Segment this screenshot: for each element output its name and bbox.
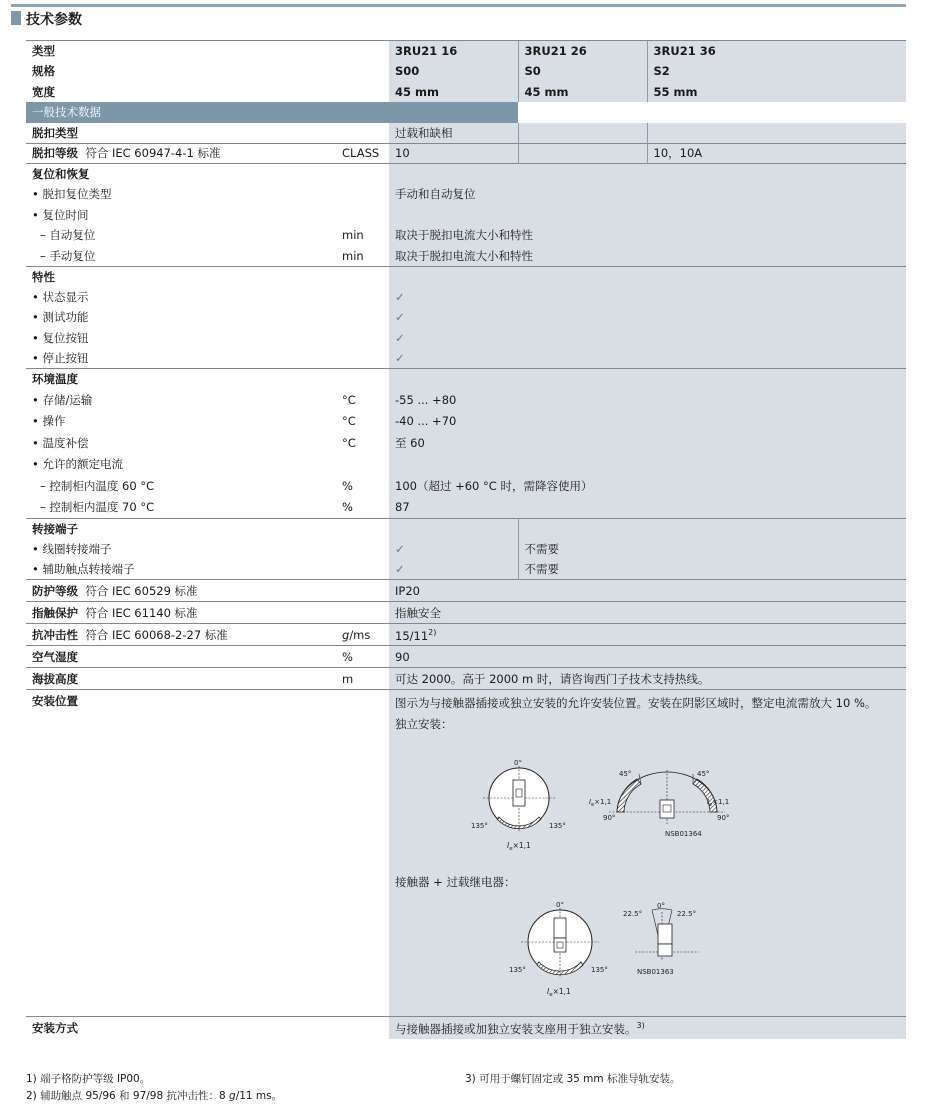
row-reset-title bbox=[26, 164, 906, 185]
adapter-title: 转接端子 bbox=[26, 518, 389, 539]
install-label: 安装方式 bbox=[26, 1017, 389, 1039]
row-adapter-coil bbox=[26, 539, 906, 560]
features-title: 特性 bbox=[26, 266, 389, 287]
mounting-label: 安装位置 bbox=[26, 690, 389, 1017]
trip-class-label: 脱扣等级 符合 IEC 60947-4-1 标准 bbox=[26, 143, 336, 164]
row-env-operation bbox=[26, 411, 906, 433]
reset-time-label: • 复位时间 bbox=[32, 207, 89, 222]
standalone-circle-diagram bbox=[459, 760, 579, 860]
mounting-cell bbox=[389, 690, 906, 1017]
row-feature-status bbox=[26, 287, 906, 308]
contactor-circle-diagram bbox=[505, 902, 625, 1002]
mounting-standalone-label: 独立安装： bbox=[395, 717, 453, 731]
manual-reset-value: 取决于脱扣电流大小和特性 bbox=[389, 246, 906, 267]
env-storage-unit: °C bbox=[342, 392, 356, 407]
row-env-c60 bbox=[26, 475, 906, 497]
adapter-aux-label: • 辅助触点转接端子 bbox=[32, 562, 135, 576]
env-c60-unit: % bbox=[342, 478, 353, 493]
trip-type-label: 脱扣类型 bbox=[32, 125, 78, 140]
row-env-comp bbox=[26, 432, 906, 454]
page-title: 技术参数 bbox=[26, 12, 82, 28]
humidity-value: 90 bbox=[389, 646, 906, 668]
row-env-storage bbox=[26, 389, 906, 411]
touch-label: 指触保护 符合 IEC 61140 标准 bbox=[26, 602, 389, 624]
feature-reset-label: • 复位按钮 bbox=[32, 330, 89, 345]
row-type bbox=[26, 41, 906, 62]
env-operation-unit: °C bbox=[342, 414, 356, 429]
angle-label: 135° bbox=[549, 822, 566, 830]
humidity-unit: % bbox=[336, 646, 389, 668]
angle-label: 90° bbox=[717, 814, 730, 822]
check-icon: ✓ bbox=[389, 328, 906, 349]
env-storage-label: • 存储/运输 bbox=[32, 392, 93, 407]
altitude-value: 可达 2000。高于 2000 m 时，请咨询西门子技术支持热线。 bbox=[389, 668, 906, 690]
row-adapter-aux bbox=[26, 559, 906, 580]
spec-table bbox=[26, 40, 906, 1039]
size-label: 规格 bbox=[26, 61, 389, 82]
row-manual-reset bbox=[26, 246, 906, 267]
reset-type-value: 手动和自动复位 bbox=[389, 184, 906, 205]
adapter-aux-value: 不需要 bbox=[518, 559, 906, 580]
check-icon: ✓ bbox=[389, 539, 518, 560]
env-c70-label: – 控制柜内温度 70 °C bbox=[40, 500, 155, 514]
mounting-contactor-label: 接触器 + 过载继电器： bbox=[395, 875, 516, 889]
altitude-label: 海拔高度 bbox=[26, 668, 336, 690]
auto-reset-label: – 自动复位 bbox=[40, 228, 96, 243]
manual-reset-label: – 手动复位 bbox=[40, 248, 96, 263]
angle-label: 0° bbox=[657, 902, 665, 910]
size-value-2: S0 bbox=[518, 61, 647, 82]
angle-label: 0° bbox=[514, 760, 522, 767]
row-auto-reset bbox=[26, 225, 906, 246]
width-value-1: 45 mm bbox=[389, 82, 518, 103]
row-install bbox=[26, 1017, 906, 1039]
touch-value: 指触安全 bbox=[389, 602, 906, 624]
diagram-code: NSB01363 bbox=[637, 968, 674, 976]
type-value-1: 3RU21 16 bbox=[389, 41, 518, 62]
shock-label: 抗冲击性 符合 IEC 60068-2-27 标准 bbox=[26, 624, 336, 646]
protection-value: IP20 bbox=[389, 580, 906, 602]
type-value-2: 3RU21 26 bbox=[518, 41, 647, 62]
row-size bbox=[26, 61, 906, 82]
row-altitude bbox=[26, 668, 906, 690]
size-value-1: S00 bbox=[389, 61, 518, 82]
type-label: 类型 bbox=[26, 41, 389, 62]
trip-type-value: 过载和缺相 bbox=[389, 123, 518, 144]
angle-label: 135° bbox=[509, 966, 526, 974]
env-storage-value: -55 ... +80 bbox=[389, 389, 906, 411]
angle-label: 45° bbox=[697, 770, 710, 778]
general-header: 一般技术数据 bbox=[26, 102, 518, 123]
angle-label: 135° bbox=[471, 822, 488, 830]
feature-test-label: • 测试功能 bbox=[32, 310, 89, 325]
current-label: $I_e\times 1,1$ bbox=[707, 798, 730, 808]
header-marker bbox=[11, 11, 21, 25]
diagram-code: NSB01364 bbox=[665, 830, 702, 838]
type-value-3: 3RU21 36 bbox=[647, 41, 906, 62]
width-label: 宽度 bbox=[26, 82, 389, 103]
footnote-1: 1) 端子格防护等级 IP00。 bbox=[26, 1073, 151, 1085]
env-c60-value: 100（超过 +60 °C 时，需降容使用） bbox=[389, 475, 906, 497]
row-general-header bbox=[26, 102, 906, 123]
row-env-c70 bbox=[26, 497, 906, 519]
shock-value: 15/11$^{2)}$ bbox=[389, 624, 906, 646]
env-c70-unit: % bbox=[342, 500, 353, 514]
current-label: $I_e\times 1,1$ bbox=[507, 841, 531, 852]
shock-unit: g/ms bbox=[336, 624, 389, 646]
row-mounting bbox=[26, 690, 906, 1017]
angle-label: 22.5° bbox=[623, 910, 643, 918]
trip-class-value-3: 10，10A bbox=[647, 143, 906, 164]
env-operation-label: • 操作 bbox=[32, 414, 66, 429]
size-value-3: S2 bbox=[647, 61, 906, 82]
env-c60-label: – 控制柜内温度 60 °C bbox=[40, 478, 155, 493]
row-touch bbox=[26, 602, 906, 624]
reset-title: 复位和恢复 bbox=[26, 164, 389, 185]
env-title: 环境温度 bbox=[26, 369, 389, 390]
humidity-label: 空气湿度 bbox=[26, 646, 336, 668]
install-value: 与接触器插接或加独立安装支座用于独立安装。$^{3)}$ bbox=[389, 1017, 906, 1039]
row-protection bbox=[26, 580, 906, 602]
check-icon: ✓ bbox=[389, 307, 906, 328]
env-c70-value: 87 bbox=[389, 497, 906, 519]
header-rule bbox=[11, 4, 906, 7]
current-label: $I_e\times 1,1$ bbox=[547, 987, 571, 998]
row-width bbox=[26, 82, 906, 103]
width-value-3: 55 mm bbox=[647, 82, 906, 103]
row-shock bbox=[26, 624, 906, 646]
env-rated-label: • 允许的额定电流 bbox=[32, 457, 123, 472]
feature-status-label: • 状态显示 bbox=[32, 289, 89, 304]
current-label: $I_e\times 1,1$ bbox=[589, 798, 612, 808]
row-adapter-title bbox=[26, 518, 906, 539]
trip-class-unit: CLASS bbox=[336, 143, 389, 164]
row-env-title bbox=[26, 369, 906, 390]
angle-label: 45° bbox=[619, 770, 632, 778]
env-comp-label: • 温度补偿 bbox=[32, 435, 89, 450]
angle-label: 0° bbox=[556, 902, 564, 909]
row-trip-class bbox=[26, 143, 906, 164]
adapter-coil-label: • 线圈转接端子 bbox=[32, 541, 112, 556]
row-feature-test bbox=[26, 307, 906, 328]
env-comp-unit: °C bbox=[342, 435, 356, 450]
angle-label: 22.5° bbox=[677, 910, 697, 918]
auto-reset-value: 取决于脱扣电流大小和特性 bbox=[389, 225, 906, 246]
trip-class-value-1: 10 bbox=[389, 143, 518, 164]
row-reset-time bbox=[26, 205, 906, 226]
adapter-coil-value: 不需要 bbox=[518, 539, 906, 560]
env-operation-value: -40 ... +70 bbox=[389, 411, 906, 433]
protection-label: 防护等级 符合 IEC 60529 标准 bbox=[26, 580, 389, 602]
altitude-unit: m bbox=[336, 668, 389, 690]
footnote-3: 3) 可用于螺钉固定或 35 mm 标准导轨安装。 bbox=[465, 1073, 681, 1085]
check-icon: ✓ bbox=[389, 559, 518, 580]
contactor-fan-diagram bbox=[609, 902, 719, 982]
reset-type-label: • 脱扣复位类型 bbox=[32, 187, 112, 202]
footnote-2: 2) 辅助触点 95/96 和 97/98 抗冲击性：8 g/11 ms。 bbox=[26, 1090, 283, 1102]
row-reset-type bbox=[26, 184, 906, 205]
env-comp-value: 至 60 bbox=[389, 432, 906, 454]
row-humidity bbox=[26, 646, 906, 668]
row-feature-reset bbox=[26, 328, 906, 349]
feature-stop-label: • 停止按钮 bbox=[32, 351, 89, 365]
check-icon: ✓ bbox=[389, 287, 906, 308]
width-value-2: 45 mm bbox=[518, 82, 647, 103]
standalone-semicircle-diagram bbox=[589, 760, 739, 850]
check-icon: ✓ bbox=[389, 348, 906, 369]
mounting-desc: 图示为与接触器插接或独立安装的允许安装位置。安装在阴影区域时，整定电流需放大 10 %。 bbox=[395, 696, 877, 710]
manual-reset-unit: min bbox=[342, 248, 364, 263]
row-features-title bbox=[26, 266, 906, 287]
row-feature-stop bbox=[26, 348, 906, 369]
angle-label: 90° bbox=[603, 814, 616, 822]
row-env-rated bbox=[26, 454, 906, 476]
row-trip-type bbox=[26, 123, 906, 144]
angle-label: 135° bbox=[591, 966, 608, 974]
auto-reset-unit: min bbox=[342, 228, 364, 243]
